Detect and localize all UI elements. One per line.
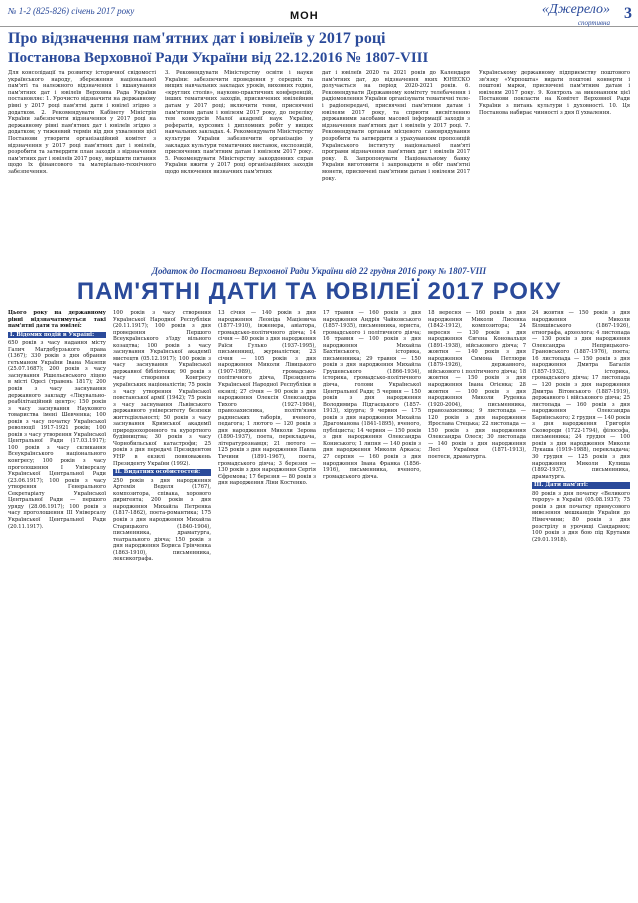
dates-title: ПАМ'ЯТНІ ДАТИ ТА ЮВІЛЕЇ 2017 РОКУ — [76, 278, 562, 305]
article-title: Про відзначення пам'ятних дат і ювілеїв у 2017 році — [8, 30, 386, 47]
resolution-column-1: Для консолідації та розвитку історичної свідомості українського народу, збереження національної пам'яті та належного відзначення і вшанування пам'ятних дат і ювілеїв Верховна Рада України постановляє: 1. Урочисто відзначити на державному рівні у 2017 році пам'ятні дати і ювілеї згідно з додатком. 2. Рекомендувати Кабінету Міністрів України забезпечити відзначення у 2017 році на державному рівні пам'ятних дат і ювілеїв згідно з додатком; у тижневий термін від дня ухвалення цієї Постанови утворити організаційний комітет з відзначення у 2017 році пам'ятних дат і ювілеїв, розробити та затвердити план заходів з відзначення пам'ятних дат і ювілеїв 2017 року, вирішити питання щодо їх фінансового та матеріально-технічного забезпечення. — [8, 70, 156, 175]
newspaper-subtitle: спортивна — [577, 19, 610, 27]
section-heading-events: I. Відомих подій в Україні: — [8, 332, 106, 339]
section-heading-memory: III. Дати пам'яті: — [532, 482, 630, 489]
dates-column-6-text2: 80 років з дня початку «Великого терору» в Україні (05.08.1937); 75 років з дня початку примусового вивезення мешканців України до Німеччини; 80 років з дня розстрілу в урочищі Сандармох; 100 років з дня бою під Крутами (29.01.1918). — [532, 490, 630, 543]
dates-column-2-text: 100 років з часу створення Української Народної Республіки (20.11.1917); 100 років з дня проведення Першого Всеукраїнського з'їзду вільного козацтва; 100 років з часу заснування Української академії мистецтв (05.12.1917); 100 років з часу заснування Української державної бібліотеки; 90 років з часу створення Конгресу українських націоналістів; 75 років з часу утворення Української повстанської армії (1942); 75 років з часу заснування Львівського державного університету безпеки життєдіяльності; 50 років з часу заснування Кримської академії природоохоронного та курортного будівництва; 30 років з часу Чорнобильської катастрофи; 25 років з дня передачі Президентом УНР в екзилі повноважень Президенту України (1992). — [113, 310, 211, 467]
newspaper-name — [541, 2, 610, 27]
dates-column-5 — [428, 310, 526, 898]
page-header — [0, 0, 638, 27]
resolution-column-3: дат і ювілеїв 2020 та 2021 років до Календаря пам'ятних дат, до відзначення яких ЮНЕСКО долучається на період 2020-2021 років. 6. Рекомендувати Державному комітету телебачення і радіомовлення України організувати тематичні теле- і радіопередачі, присвячені пам'ятним датам і ювілеям 2017 року, та сприяти висвітленню державними засобами масової інформації заходів з відзначення пам'ятних дат і ювілеїв у 2017 році. 7. Рекомендувати органам місцевого самоврядування розробити та затвердити з урахуванням пропозицій Українського інституту національної пам'яті програми відзначення пам'ятних дат і ювілеїв 2017 року. 8. Запропонувати Національному банку України виготовити і запровадити в обіг пам'ятні монети, присвячені пам'ятним датам і ювілеям 2017 року. — [322, 70, 470, 182]
resolution-text — [8, 70, 630, 260]
dates-column-1-text: 650 років з часу надання місту Галич Магдебурзького права (1367); 330 років з дня обрання гетьманом України Івана Мазепи (25.07.1687); 200 років з часу заснування Рішельєвського ліцею в місті Одесі (травень 1817); 200 років з часу заснування державного закладу «Лікувально-реабілітаційний центр»; 150 років з часу заснування Наукового товариства імені Шевченка; 100 років з часу початку Української революції 1917-1921 років; 100 років з часу утворення Української Центральної Ради (17.03.1917); 100 років з часу скликання Всеукраїнського національного конгресу; 100 років з часу проголошення I Універсалу Української Центральної Ради (23.06.1917); 100 років з часу утворення Генерального Секретаріату Української Центральної Ради — першого уряду (28.06.1917); 100 років з часу проголошення III Універсалу Української Центральної Ради (20.11.1917). — [8, 340, 106, 530]
resolution-column-4: Українському державному підприємству поштового зв'язку «Укрпошта» видати поштові конверти і поштові марки, присвячені пам'ятним датам і ювілеям 2017 року. 9. Контроль за виконанням цієї Постанови покласти на Комітет Верховної Ради України з питань культури і духовності. 10. Ця Постанова набирає чинності з дня її ухвалення. — [479, 70, 630, 116]
dates-column-6-text: 24 жовтня — 150 років з дня народження Миколи Біляшівського (1867-1926), етнографа, археолога; 4 листопада — 130 років з дня народження Олександра Неприцького-Грановського (1887-1976), поета; 16 листопада — 150 років з дня народження Дмитра Багалія (1857-1932), історика, громадського діяча; 17 листопада — 120 років з дня народження Дмитра Вітовського (1887-1919), державного і військового діяча; 25 листопада — 160 років з дня народження Олександра Барвінського; 2 грудня — 140 років з дня народження Григорія Сковороди (1722-1794), філософа, письменника; 24 грудня — 100 років з дня народження Миколи Лукаша (1919-1988), перекладача; 30 грудня — 125 років з дня народження Миколи Кулиша (1892-1937), письменника, драматурга. — [532, 310, 630, 480]
issue-number: № 1-2 (825-826) січень 2017 року — [8, 6, 135, 16]
section-label: МОН — [290, 10, 319, 22]
dates-column-4-text: 17 травня — 160 років з дня народження Андрія Чайковського (1857-1935), письменника, юриста, громадського і політичного діяча; 16 травня — 100 років з дня народження Михайла Бахтінського, історика, письменника; 29 травня — 150 років з дня народження Михайла Грушевського (1866-1934), історика, громадсько-політичного діяча, голови Української Центральної Ради; 5 червня — 150 років з дня народження Володимира Підгаєцького (1857-1913), хірурга; 9 червня — 175 років з дня народження Михайла Драгоманова (1841-1895), вченого, публіциста; 14 червня — 150 років з дня народження Олександра Кониського; 1 липня — 140 років з дня народження Миколи Аркаса; 27 серпня — 160 років з дня народження Івана Франка (1856-1916), письменника, вченого, громадського діяча. — [323, 310, 421, 480]
dates-column-2 — [113, 310, 211, 898]
addendum-heading: Додаток до Постанови Верховної Ради України від 22 грудня 2016 року № 1807-VIII — [151, 266, 487, 276]
dates-intro: Цього року на державному рівні відзначатимуться такі пам'ятні дати та ювілеї: — [8, 310, 106, 330]
dates-column-3-text: 13 січня — 140 років з дня народження Леоніда Маціевича (1877-1910), інженера, авіатора, громадсько-політичного діяча; 14 січня — 80 років з дня народження Раїси Гулько (1937-1995), письменниці, журналістки; 23 січня — 105 років з дня народження Миколи Лівицького (1907-1989), громадсько-політичного діяча, Президента Української Народної Республіки в екзилі; 27 січня — 90 років з дня народження Олексія Олександра Тихого (1927-1984), правозахисника, політв'язня радянських таборів, вченого, педагога; 1 лютого — 120 років з дня народження Миколи Зерова (1890-1937), поета, перекладача, літературознавця; 21 лютого — 125 років з дня народження Павла Тичини (1891-1967), поета, громадського діяча; 3 березня — 130 років з дня народження Сергія Єфремова; 17 березня — 80 років з дня народження Ліни Костенко. — [218, 310, 316, 487]
dates-list — [8, 310, 630, 898]
page-number: 3 — [624, 5, 632, 22]
article-subtitle: Постанова Верховної Ради України від 22.12.2016 № 1807-VIII — [8, 50, 429, 66]
dates-column-1 — [8, 310, 106, 898]
newspaper-title: «Джерело» — [541, 2, 610, 17]
dates-column-4 — [323, 310, 421, 898]
dates-column-3 — [218, 310, 316, 898]
dates-column-2-text2: 250 років з дня народження Артемія Веделя (1767), композитора, співака, хорового диригента; 200 років з дня народження Михайла Петренка (1817-1862), поета-романтика; 175 років з дня народження Михайла Старицького (1840-1904), письменника, драматурга, театрального діяча; 150 років з дня народження Бориса Грінченка (1863-1910), письменника, лексикографа. — [113, 477, 211, 563]
section-heading-personalities: II. Видатних особистостей: — [113, 469, 211, 476]
resolution-column-2: 3. Рекомендувати Міністерству освіти і науки України: забезпечити проведення у середніх та вищих навчальних закладах уроків, виховних годин, «круглих столів», науково-практичних конференцій, інших тематичних заходів, присвячених ювілейним датам у 2017 році; включити теми, присвячені пам'ятним датам і ювілеям 2017 року, до переліку тем конкурсів Малої академії наук України, рефератів, курсових і дипломних робіт у вищих навчальних закладах. 4. Рекомендувати Міністерству культури України забезпечити організацію у закладах культури тематичних виставок, експозицій, присвячених пам'ятним датам і ювілеям 2017 року. 5. Рекомендувати Міністерству закордонних справ України вжити у 2017 році організаційних заходів щодо включення визначних пам'ятних — [165, 70, 313, 175]
dates-column-6 — [532, 310, 630, 898]
dates-column-5-text: 18 вересня — 160 років з дня народження Миколи Лисенка (1842-1912), композитора; 24 вересня — 130 років з дня народження Євгена Коновальця (1891-1938), військового діяча; 7 жовтня — 140 років з дня народження Симона Петлюри (1879-1926), державного, військового і політичного діяча; 18 жовтня — 150 років з дня народження Івана Огієнка; 28 жовтня — 100 років з дня народження Миколи Руденка (1920-2004), письменника, правозахисника; 9 листопада — 120 років з дня народження Ярослава Стецька; 22 листопада — 150 років з дня народження Олександра Олеся; 30 листопада — 140 років з дня народження Лесі Українки (1871-1913), поетеси, драматурга. — [428, 310, 526, 461]
